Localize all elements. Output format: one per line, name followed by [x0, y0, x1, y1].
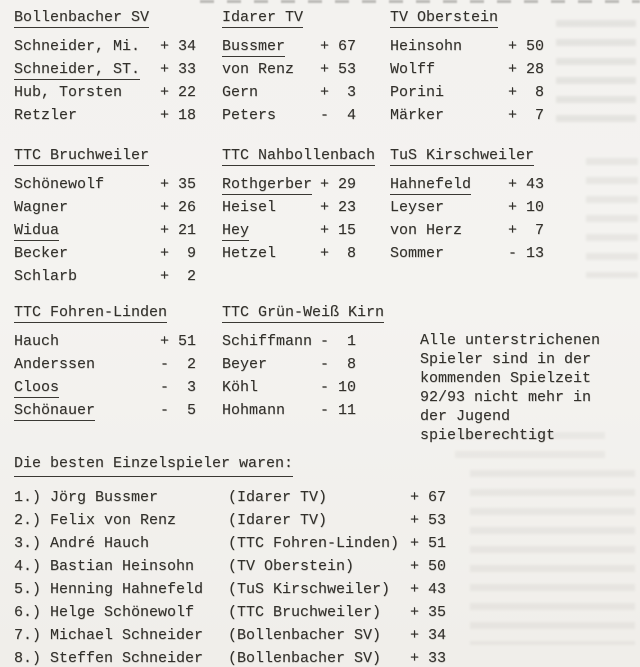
rank-number: 2.)	[14, 512, 42, 529]
player-row	[14, 81, 196, 104]
club-name: TuS Kirschweiler	[390, 147, 535, 164]
player-name: Hauch	[14, 333, 60, 350]
club-block	[14, 301, 196, 422]
player-name-field	[222, 173, 320, 196]
rank-balance: + 43	[410, 581, 447, 598]
player-name-field	[14, 173, 160, 196]
club-name: TTC Fohren-Linden	[14, 304, 168, 321]
player-name-field	[14, 35, 160, 58]
ranking-row	[14, 601, 446, 624]
player-name: Hey	[222, 222, 250, 239]
player-row	[222, 35, 356, 58]
player-balance: + 33	[160, 61, 197, 78]
player-name: Schönauer	[14, 402, 96, 419]
club-player-list	[14, 330, 196, 422]
player-row	[14, 353, 196, 376]
player-row	[222, 173, 375, 196]
club-header	[222, 144, 375, 167]
player-name: Schneider, Mi.	[14, 38, 141, 55]
player-balance: + 50	[508, 38, 545, 55]
rank-number: 8.)	[14, 650, 42, 667]
player-row	[222, 81, 356, 104]
player-row	[390, 242, 544, 265]
player-name-field	[14, 196, 160, 219]
club-player-list	[14, 35, 196, 127]
ranking-title: Die besten Einzelspieler waren:	[14, 452, 293, 477]
scan-artifact	[556, 20, 636, 125]
ranking-row	[14, 647, 446, 667]
scan-artifact	[470, 470, 635, 645]
player-row	[390, 81, 544, 104]
player-name: Köhl	[222, 379, 259, 396]
player-row	[390, 104, 544, 127]
player-balance: + 3	[320, 84, 357, 101]
player-balance: + 28	[508, 61, 545, 78]
player-balance: + 8	[508, 84, 545, 101]
player-balance: + 15	[320, 222, 357, 239]
rank-balance: + 50	[410, 558, 447, 575]
player-row	[222, 330, 384, 353]
player-name-field	[222, 399, 320, 422]
player-balance: + 53	[320, 61, 357, 78]
player-name: Bussmer	[222, 38, 286, 55]
player-row	[222, 219, 375, 242]
rank-player-name: Henning Hahnefeld	[50, 581, 204, 598]
player-balance: - 13	[508, 245, 545, 262]
player-name: Sommer	[390, 245, 445, 262]
player-row	[222, 376, 384, 399]
club-player-list	[390, 173, 544, 265]
note-line: 92/93 nicht mehr in	[420, 389, 592, 406]
ranking-list	[14, 486, 446, 667]
club-name: Bollenbacher SV	[14, 9, 150, 26]
player-row	[14, 35, 196, 58]
player-name: Schneider, ST.	[14, 61, 141, 78]
player-row	[222, 58, 356, 81]
player-name: Hub, Torsten	[14, 84, 123, 101]
rank-player-name: Michael Schneider	[50, 627, 204, 644]
rank-player-name: Helge Schönewolf	[50, 604, 195, 621]
player-row	[14, 265, 196, 288]
player-name-field	[390, 35, 508, 58]
player-row	[222, 353, 384, 376]
rank-player-name: Jörg Bussmer	[50, 489, 159, 506]
note-line: Spieler sind in der	[420, 351, 592, 368]
rank-player-name: Bastian Heinsohn	[50, 558, 195, 575]
player-name-field	[222, 104, 320, 127]
player-row	[14, 242, 196, 265]
ranking-row	[14, 509, 446, 532]
player-name: Retzler	[14, 107, 78, 124]
player-name-field	[390, 173, 508, 196]
player-name: Rothgerber	[222, 176, 313, 193]
club-name: TTC Nahbollenbach	[222, 147, 376, 164]
player-name: Gern	[222, 84, 259, 101]
rank-balance: + 67	[410, 489, 447, 506]
club-player-list	[390, 35, 544, 127]
player-row	[222, 196, 375, 219]
player-row	[390, 58, 544, 81]
player-name: von Herz	[390, 222, 463, 239]
rank-club: (Idarer TV)	[228, 512, 328, 529]
player-row	[14, 58, 196, 81]
rank-number: 1.)	[14, 489, 42, 506]
rank-number: 3.)	[14, 535, 42, 552]
rank-player-name: Felix von Renz	[50, 512, 177, 529]
ranking-row	[14, 578, 446, 601]
player-name: Hahnefeld	[390, 176, 472, 193]
player-balance: - 1	[320, 333, 357, 350]
player-name: Anderssen	[14, 356, 96, 373]
player-name-field	[14, 353, 160, 376]
rank-club: (TV Oberstein)	[228, 558, 355, 575]
player-name-field	[14, 104, 160, 127]
note-line: kommenden Spielzeit	[420, 370, 592, 387]
scan-artifact	[586, 158, 638, 278]
player-balance: + 23	[320, 199, 357, 216]
player-name-field	[14, 330, 160, 353]
player-balance: + 22	[160, 84, 197, 101]
club-block	[390, 6, 544, 127]
player-row	[14, 196, 196, 219]
note-line: Alle unterstrichenen	[420, 332, 601, 349]
player-name-field	[390, 58, 508, 81]
ranking-row	[14, 555, 446, 578]
player-name: Schönewolf	[14, 176, 105, 193]
player-balance: - 3	[160, 379, 197, 396]
club-block	[14, 144, 196, 288]
club-header	[14, 6, 196, 29]
player-name: Heisel	[222, 199, 277, 216]
player-row	[14, 399, 196, 422]
scan-artifact	[200, 0, 640, 3]
player-name-field	[14, 242, 160, 265]
player-name-field	[14, 265, 160, 288]
ranking-row	[14, 486, 446, 509]
player-name: Leyser	[390, 199, 445, 216]
player-balance: + 34	[160, 38, 197, 55]
player-row	[14, 173, 196, 196]
rank-club: (TTC Fohren-Linden)	[228, 535, 400, 552]
player-name: Märker	[390, 107, 445, 124]
player-balance: + 26	[160, 199, 197, 216]
club-name: TTC Grün-Weiß Kirn	[222, 304, 385, 321]
player-row	[390, 219, 544, 242]
rank-balance: + 53	[410, 512, 447, 529]
player-balance: - 11	[320, 402, 357, 419]
player-name: Hetzel	[222, 245, 277, 262]
player-balance: - 2	[160, 356, 197, 373]
player-balance: + 7	[508, 222, 545, 239]
player-name-field	[390, 219, 508, 242]
player-name: Hohmann	[222, 402, 286, 419]
club-name: TV Oberstein	[390, 9, 499, 26]
player-name: Wolff	[390, 61, 436, 78]
player-name-field	[390, 196, 508, 219]
player-balance: + 43	[508, 176, 545, 193]
club-name: Idarer TV	[222, 9, 304, 26]
club-player-list	[14, 173, 196, 288]
player-row	[222, 399, 384, 422]
rank-number: 7.)	[14, 627, 42, 644]
rank-number: 6.)	[14, 604, 42, 621]
underlined-players-note	[420, 331, 600, 445]
player-row	[390, 173, 544, 196]
player-name-field	[14, 376, 160, 399]
club-block	[222, 6, 356, 127]
ranking-row	[14, 624, 446, 647]
player-name-field	[14, 81, 160, 104]
rank-player-name: André Hauch	[50, 535, 150, 552]
player-name-field	[14, 58, 160, 81]
player-name-field	[390, 81, 508, 104]
club-header	[222, 6, 356, 29]
player-balance: - 5	[160, 402, 197, 419]
player-balance: + 51	[160, 333, 197, 350]
club-block	[390, 144, 544, 265]
player-name-field	[222, 376, 320, 399]
club-player-list	[222, 35, 356, 127]
player-name: Schiffmann	[222, 333, 313, 350]
rank-club: (Bollenbacher SV)	[228, 650, 382, 667]
player-balance: - 10	[320, 379, 357, 396]
player-name: Wagner	[14, 199, 69, 216]
player-row	[14, 104, 196, 127]
rank-number: 4.)	[14, 558, 42, 575]
note-line: der Jugend	[420, 408, 511, 425]
player-name-field	[390, 104, 508, 127]
club-player-list	[222, 330, 384, 422]
club-header	[14, 301, 196, 324]
player-name-field	[14, 219, 160, 242]
rank-club: (TuS Kirschweiler)	[228, 581, 391, 598]
rank-balance: + 34	[410, 627, 447, 644]
club-header	[390, 144, 544, 167]
player-name-field	[222, 242, 320, 265]
player-balance: + 9	[160, 245, 197, 262]
rank-club: (Bollenbacher SV)	[228, 627, 382, 644]
player-row	[14, 330, 196, 353]
player-balance: + 67	[320, 38, 357, 55]
club-name: TTC Bruchweiler	[14, 147, 150, 164]
rank-balance: + 33	[410, 650, 447, 667]
rank-balance: + 51	[410, 535, 447, 552]
best-players-section	[14, 452, 446, 667]
player-balance: + 10	[508, 199, 545, 216]
player-name-field	[222, 353, 320, 376]
player-balance: + 21	[160, 222, 197, 239]
rank-number: 5.)	[14, 581, 42, 598]
rank-balance: + 35	[410, 604, 447, 621]
player-balance: + 2	[160, 268, 197, 285]
player-name-field	[222, 58, 320, 81]
player-balance: + 7	[508, 107, 545, 124]
player-name: Heinsohn	[390, 38, 463, 55]
club-header	[14, 144, 196, 167]
rank-club: (TTC Bruchweiler)	[228, 604, 382, 621]
player-balance: + 8	[320, 245, 357, 262]
player-name-field	[222, 330, 320, 353]
rank-club: (Idarer TV)	[228, 489, 328, 506]
club-block	[222, 301, 384, 422]
player-row	[222, 242, 375, 265]
player-name: von Renz	[222, 61, 295, 78]
player-name: Porini	[390, 84, 445, 101]
player-name-field	[222, 35, 320, 58]
player-name: Widua	[14, 222, 60, 239]
rank-player-name: Steffen Schneider	[50, 650, 204, 667]
player-name: Cloos	[14, 379, 60, 396]
player-row	[390, 196, 544, 219]
player-name-field	[14, 399, 160, 422]
player-name-field	[222, 219, 320, 242]
player-row	[14, 376, 196, 399]
player-balance: - 8	[320, 356, 357, 373]
player-row	[14, 219, 196, 242]
player-row	[222, 104, 356, 127]
player-name-field	[390, 242, 508, 265]
player-row	[390, 35, 544, 58]
player-balance: + 29	[320, 176, 357, 193]
club-player-list	[222, 173, 375, 265]
player-name: Peters	[222, 107, 277, 124]
club-header	[222, 301, 384, 324]
player-balance: + 35	[160, 176, 197, 193]
player-name-field	[222, 196, 320, 219]
ranking-row	[14, 532, 446, 555]
player-name: Becker	[14, 245, 69, 262]
club-block	[222, 144, 375, 265]
player-name: Schlarb	[14, 268, 78, 285]
club-block	[14, 6, 196, 127]
player-name-field	[222, 81, 320, 104]
player-name: Beyer	[222, 356, 268, 373]
player-balance: - 4	[320, 107, 357, 124]
club-header	[390, 6, 544, 29]
note-line: spielberechtigt	[420, 427, 556, 444]
player-balance: + 18	[160, 107, 197, 124]
